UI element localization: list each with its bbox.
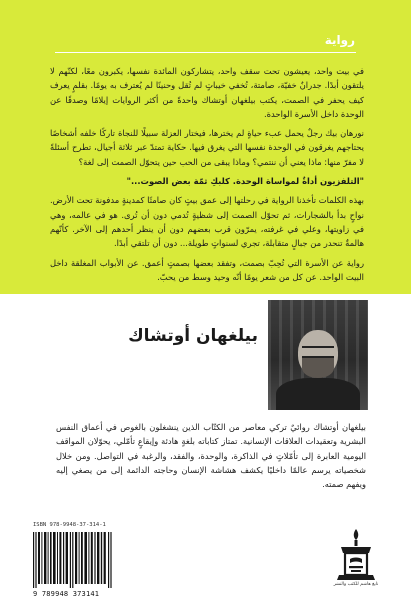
barcode-bars bbox=[33, 532, 113, 588]
blurb-paragraph-4: رواية عن الأسرة التي تُحِبّ بصمت، وتفقد بعضها بصمتٍ أعمق. عن الأبواب المغلقة داخل البيت الواحد. عن كل من شعر يومًا أنّه وحيد وسط من يحبّ. bbox=[50, 257, 364, 282]
author-bio-text: بيلغهان أوتشاك روائيٌ تركي معاصر من الكتّاب الذين ينشغلون بالغوص في أعماق النفس البشرية وتعقيدات العلاقات الإنسانية. تمتاز كتاباته بلغةٍ هادئة وإيقاعٍ تأمّلي، يحوّلان المواقف اليومية العابرة إلى تأمّلاتٍ في الذاكرة، والوحدة، والفقد، والرغبة في التواصل. ومن خلال شخصياته يرسم عالمًا داخليًا يكشف هشاشة الإنسان وحاجته الدائمة إلى من يصغي إليه ويفهم صمته. bbox=[56, 422, 366, 490]
blurb-paragraph-2: نورهان بيك رجلٌ يحمل عبء حياةٍ لم يخترها، فيختار العزلة سبيلًا للنجاة تاركًا خلفه أشخاصًا يحتاجهم يغرقون في الوحدة نفسها التي يغرق فيها. حكاية تمتدّ عبر ثلاثة أجيال، تطرح أسئلةً لا مفرّ منها: ماذا يعني أن ننتمي؟ وماذا يبقى من الحب حين يتحوّل الصمت إلى لغة؟ bbox=[50, 128, 364, 167]
isbn-barcode bbox=[29, 520, 117, 602]
publisher-name: نابغ هاشم للكتب والنشر bbox=[333, 582, 379, 587]
author-photo bbox=[268, 300, 368, 410]
barcode-digits: 9 789948 373141 bbox=[33, 590, 100, 598]
publisher-logo-icon bbox=[331, 527, 381, 582]
genre-label: رواية bbox=[324, 33, 355, 47]
back-cover-blurb bbox=[50, 64, 364, 289]
blurb-paragraph-1: في بيت واحد، يعيشون تحت سقف واحد، يتشاركون المائدة نفسها، يكبرون معًا، لكنّهم لا يلتقون أبدًا. جدرانٌ خفيّة، صامتة، تُخفي خيباتٍ لم تُقل وحنينًا لم يُعترف به يومًا. بقلمٍ يعرف كيف يحفر في الصمت، يكتب بيلغهان أوتشاك واحدةً من أكثر الروايات إيلامًا وصدقًا عن الوحدة داخل الأسرة الواحدة. bbox=[50, 66, 364, 119]
author-name: بيلغهان أوتشاك bbox=[128, 326, 258, 346]
publisher-logo bbox=[331, 527, 381, 602]
photo-shoulders bbox=[276, 378, 360, 410]
isbn-text: ISBN 978-9948-37-314-1 bbox=[33, 522, 106, 528]
blurb-paragraph-3: بهذه الكلمات تأخذنا الرواية في رحلتها إلى عمق بيتٍ كان صامتًا كمدينةٍ مدفونة تحت الأرض. نواحٍ بدأ بالشجارات، ثم تحوّل الصمت إلى شظيةٍ تُدمي دون أن تُرى. هو في عالمه، وهي في زاويتها، وعلي في غرفته، يمرّون قرب بعضهم دون أن ينظر أحدهم إلى الآخر. كأنّهم هالمةٌ تنحدر من جبالٍ متقابلة، تجري لسنواتٍ طويلة... دون أن تلتقي أبدًا. bbox=[50, 195, 364, 249]
header-divider bbox=[55, 52, 356, 53]
blurb-quote: "التلفزيون أداةٌ لمواساة الوحدة. كلبكِ ثمّة بعض الصوت..." bbox=[126, 176, 364, 187]
author-bio bbox=[56, 420, 366, 491]
photo-beard bbox=[302, 358, 334, 378]
photo-glasses bbox=[302, 346, 334, 358]
